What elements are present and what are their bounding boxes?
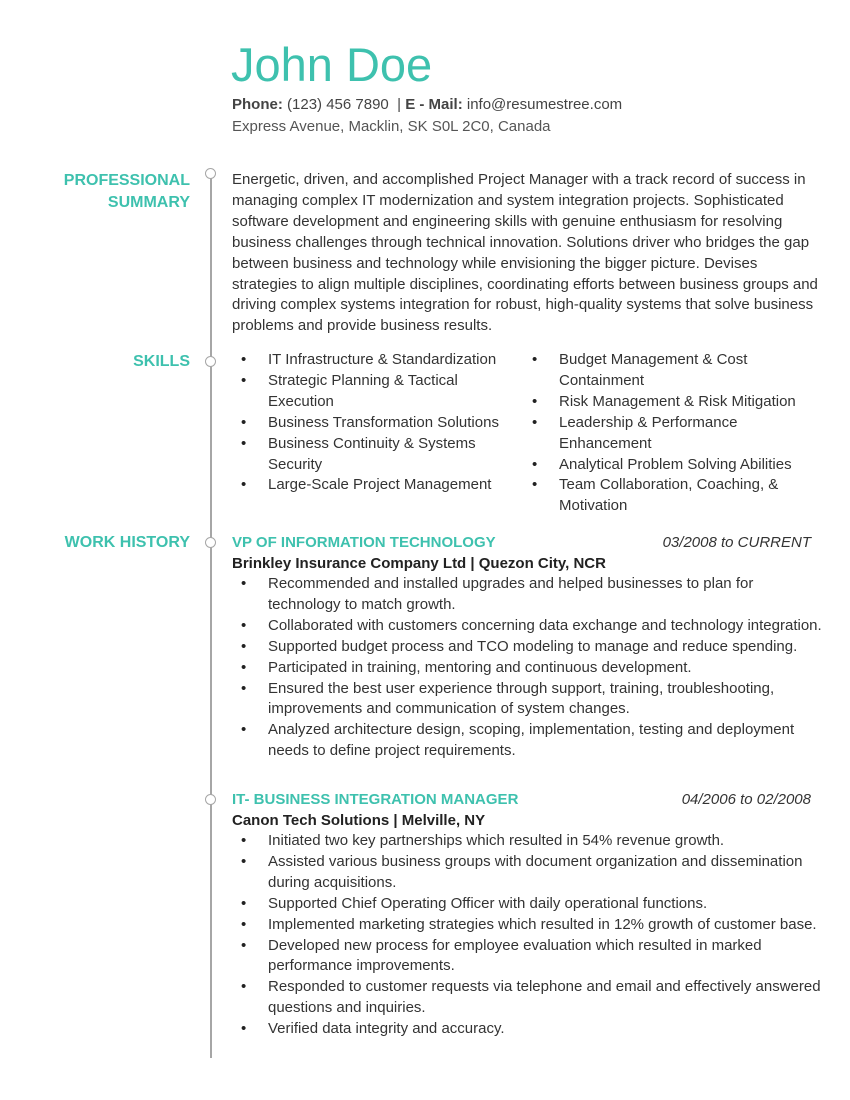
- job-bullet: • Assisted various business groups with document organization and dissemination during acquisitions.: [232, 852, 822, 894]
- skill-item: • IT Infrastructure & Standardization: [232, 350, 522, 371]
- job-bullet: • Responded to customer requests via telephone and email and effectively answered questions and inquiries.: [232, 977, 822, 1019]
- timeline-dot-skills: [205, 356, 216, 367]
- job-bullet: • Collaborated with customers concerning data exchange and technology integration.: [232, 616, 822, 637]
- section-title-line: SUMMARY: [107, 194, 190, 211]
- summary-text: Energetic, driven, and accomplished Project Manager with a track record of success in managing complex IT modernization and system integration projects. Sophisticated software development and engineering skills with genuine enthusiasm for resolving business challenges through technical innovation. Solutions driver who bridges the gap between business and technology while envisioning the bigger picture. Devises strategies to align multiple disciplines, coordinating efforts between business groups and driving complex systems integration for robust, high-quality systems that solve business problems and provide business results.: [232, 171, 818, 335]
- address: Express Avenue, Macklin, SK S0L 2C0, Canada: [232, 118, 551, 135]
- timeline-line: [210, 178, 212, 1058]
- job-bullet: • Analyzed architecture design, scoping, implementation, testing and deployment needs to define project requirements.: [232, 720, 822, 762]
- job-bullet: • Implemented marketing strategies which resulted in 12% growth of customer base.: [232, 915, 822, 936]
- skill-item: • Budget Management & Cost Containment: [523, 350, 823, 392]
- timeline-dot-work-history: [205, 537, 216, 548]
- job-bullet: • Supported Chief Operating Officer with daily operational functions.: [232, 894, 822, 915]
- job-title: IT- BUSINESS INTEGRATION MANAGER: [232, 791, 519, 808]
- skills-list-left: [232, 350, 522, 496]
- phone-number: (123) 456 7890: [287, 96, 389, 113]
- job-bullet: • Verified data integrity and accuracy.: [232, 1019, 822, 1040]
- job-bullet: • Developed new process for employee evaluation which resulted in marked performance improvements.: [232, 936, 822, 978]
- email-address: info@resumestree.com: [466, 96, 623, 113]
- skill-item: • Leadership & Performance Enhancement: [523, 413, 823, 455]
- job-bullet: • Supported budget process and TCO modeling to manage and reduce spending.: [232, 637, 822, 658]
- job-bullet-list: [232, 831, 822, 1040]
- skill-item: • Large-Scale Project Management: [232, 475, 522, 496]
- contact-separator: |: [397, 96, 402, 113]
- skill-item: • Risk Management & Risk Mitigation: [523, 392, 823, 413]
- skill-item: • Team Collaboration, Coaching, & Motivation: [523, 475, 823, 517]
- section-title-line: PROFESSIONAL: [63, 172, 190, 189]
- section-title-professional-summary: [64, 170, 190, 214]
- job-company: Canon Tech Solutions | Melville, NY: [232, 812, 486, 829]
- job-bullet: • Participated in training, mentoring and continuous development.: [232, 658, 822, 679]
- job-title: VP OF INFORMATION TECHNOLOGY: [232, 534, 496, 551]
- job-bullet: • Initiated two key partnerships which resulted in 54% revenue growth.: [232, 831, 822, 852]
- job-bullet: • Recommended and installed upgrades and helped businesses to plan for technology to match growth.: [232, 574, 822, 616]
- skill-item: • Business Continuity & Systems Security: [232, 434, 522, 476]
- phone-label: Phone:: [232, 96, 283, 113]
- skill-item: • Analytical Problem Solving Abilities: [523, 455, 823, 476]
- job-bullet: • Ensured the best user experience through support, training, troubleshooting, improvements and communication of system changes.: [232, 679, 822, 721]
- skill-item: • Strategic Planning & Tactical Execution: [232, 371, 522, 413]
- job-dates: 03/2008 to CURRENT: [662, 534, 811, 551]
- section-title-work-history: WORK HISTORY: [64, 534, 190, 551]
- job-bullet-list: [232, 574, 822, 762]
- job-company: Brinkley Insurance Company Ltd | Quezon City, NCR: [232, 555, 606, 572]
- section-title-skills: SKILLS: [133, 353, 190, 370]
- email-label: E - Mail:: [405, 96, 463, 113]
- timeline-dot-summary: [205, 168, 216, 179]
- timeline-dot-job-2: [205, 794, 216, 805]
- skills-list-right: [523, 350, 823, 517]
- contact-line: [232, 94, 622, 115]
- job-dates: 04/2006 to 02/2008: [681, 791, 811, 808]
- candidate-name: John Doe: [231, 38, 433, 91]
- skill-item: • Business Transformation Solutions: [232, 413, 522, 434]
